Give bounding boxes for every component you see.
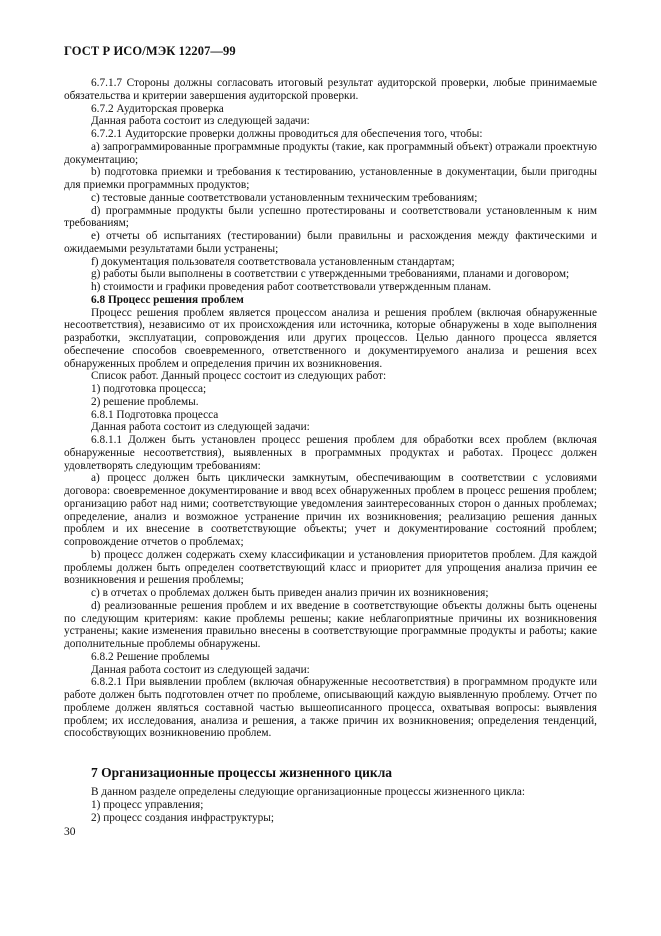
running-header: ГОСТ Р ИСО/МЭК 12207—99 (64, 44, 236, 58)
body-text (64, 77, 597, 740)
paragraph: Данная работа состоит из следующей задачи: (91, 421, 310, 434)
list-item: d) программные продукты были успешно протестированы и соответствовали установленным к ним требованиям; (64, 204, 597, 230)
paragraph: 6.8.2.1 При выявлении проблем (включая обнаруженные несоответствия) в программном продукте или работе должен быть подготовлен отчет по проблеме, описывающий каждую выявленную проблему. Отчет по проблеме должен являться составной частью вышеописанного процесса, охватывая вопросы: выявления проблем; их исследования, анализа и решения, а также причин их возникновения; определения тенденций, способствующих возникновению проблем. (64, 676, 597, 740)
list-item: h) стоимости и графики проведения работ соответствовали утвержденным планам. (91, 281, 492, 293)
subsection-heading: 6.8.2 Решение проблемы (91, 650, 210, 663)
chapter-heading: 7 Организационные процессы жизненного цикла (91, 765, 393, 780)
chapter-intro (64, 786, 597, 824)
paragraph: 6.8.1.1 Должен быть установлен процесс решения проблем для обработки всех проблем (включая обнаруженные несоответствия), выявленных в программных продуктах и работах. Процесс должен удовлетворять следующим требованиям: (64, 434, 597, 472)
list-item: 2) процесс создания инфраструктуры; (91, 811, 275, 824)
list-item: b) подготовка приемки и требования к тестированию, установленные в документации, были пригодны для приемки программных продуктов; (64, 166, 597, 191)
list-item: b) процесс должен содержать схему классификации и установления приоритетов проблем. Для каждой проблемы должен быть определен соответствующий класс и приоритет для упрощения анализа причин ее возникновения и решения проблемы; (64, 548, 597, 587)
list-item: a) запрограммированные программные продукты (такие, как программный объект) отражали проектную документацию; (64, 140, 597, 166)
list-item: a) процесс должен быть циклически замкнутым, обеспечивающим в соответствии с условиями договора: своевременное документирование и ввод всех обнаруженных проблем в процесс решения проблем; организацию работ над ними; соответствующие уведомления заинтересованных сторон о данных проблемах; определение, анализ и возможное устранение причин их возникновения; реализацию решения данных проблем и их внесение в соответствующие объекты; учет и документирование состояний проблем; сопровождение отчетов о проблемах; (64, 472, 597, 548)
subsection-heading: 6.8.1 Подготовка процесса (91, 408, 219, 421)
section-heading: 6.8 Процесс решения проблем (91, 293, 244, 306)
list-item: 1) процесс управления; (91, 798, 204, 811)
paragraph: 6.7.1.7 Стороны должны согласовать итоговый результат аудиторской проверки, любые принимаемые обязательства и критерии завершения аудиторской проверки. (64, 77, 597, 102)
list-item: 1) подготовка процесса; (91, 383, 207, 395)
paragraph: Данная работа состоит из следующей задачи: (91, 663, 310, 676)
list-item: c) тестовые данные соответствовали установленным техническим требованиям; (91, 191, 478, 204)
page-number: 30 (64, 826, 76, 838)
paragraph: В данном разделе определены следующие организационные процессы жизненного цикла: (91, 786, 525, 798)
list-item: 2) решение проблемы. (91, 395, 199, 408)
list-item: g) работы были выполнены в соответствии с утвержденными требованиями, планами и договором; (91, 268, 570, 281)
paragraph: Процесс решения проблем является процессом анализа и решения проблем (включая обнаруженные несоответствия), независимо от их происхождения или источника, которые обнаружены в ходе выполнения разработки, эксплуатации, сопровождения или других процессов. Целью данного процесса является обеспечение способов своевременного, ответственного и документируемого анализа и решения всех обнаруженных проблем и определения причин их возникновения. (64, 306, 597, 370)
subsection-heading: 6.7.2 Аудиторская проверка (91, 102, 224, 115)
list-item: d) реализованные решения проблем и их введение в соответствующие объекты должны быть оценены по следующим критериям: какие проблемы решены; какие неблагоприятные причины их возникновения устранены; какие изменения правильно внесены в соответствующие программные продукты и работы; какие дополнительные проблемы обнаружены. (64, 599, 597, 650)
paragraph: Данная работа состоит из следующей задачи: (91, 115, 310, 128)
paragraph: 6.7.2.1 Аудиторские проверки должны проводиться для обеспечения того, чтобы: (91, 128, 483, 140)
list-item: e) отчеты об испытаниях (тестировании) были правильны и расхождения между фактическими и ожидаемыми результатами были устранены; (64, 230, 597, 255)
paragraph: Список работ. Данный процесс состоит из следующих работ: (91, 370, 387, 383)
list-item: c) в отчетах о проблемах должен быть приведен анализ причин их возникновения; (91, 587, 489, 599)
list-item: f) документация пользователя соответствовала установленным стандартам; (91, 255, 455, 268)
